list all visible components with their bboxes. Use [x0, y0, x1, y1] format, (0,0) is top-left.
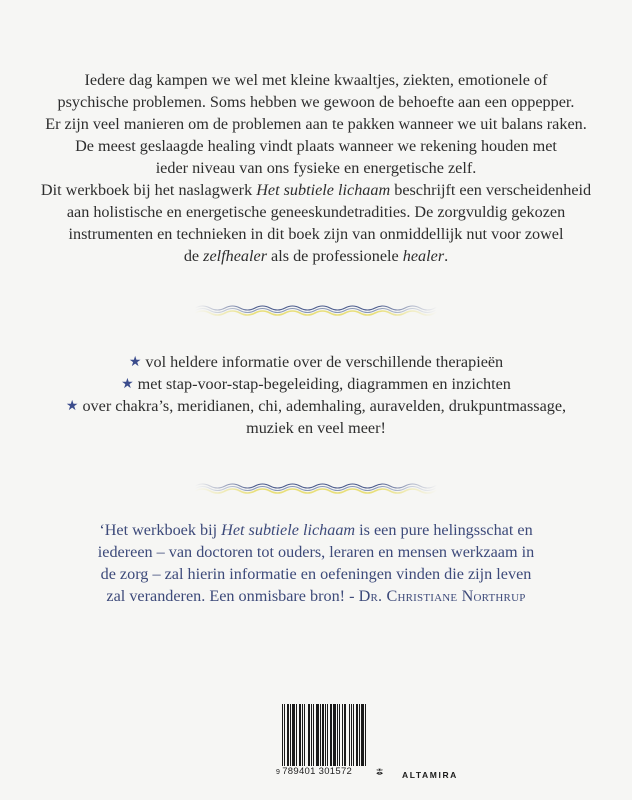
isbn-digits: 789401 301572	[282, 766, 353, 777]
feature-text: over chakra’s, meridianen, chi, ademhaling, auravelden, drukpuntmassage,	[82, 397, 567, 415]
book-title-italic: Het subtiele lichaam	[221, 521, 356, 539]
text-run: .	[444, 247, 449, 265]
text-run: Dit werkboek bij het naslagwerk	[40, 181, 257, 199]
text-run: zal veranderen. Een onmisbare bron! -	[106, 587, 359, 605]
feature-text: vol heldere informatie over de verschillende therapieën	[145, 353, 504, 371]
intro-line: De meest geslaagde healing vindt plaats wanneer we rekening houden met	[75, 137, 557, 155]
barcode-bars	[282, 704, 366, 766]
feature-item	[0, 395, 632, 417]
intro-line: Er zijn veel manieren om de problemen aan te pakken wanneer we uit balans raken.	[45, 115, 587, 133]
feature-text: met stap-voor-stap-begeleiding, diagrammen en inzichten	[137, 375, 511, 393]
intro-line: Iedere dag kampen we wel met kleine kwaaltjes, ziekten, emotionele of	[84, 71, 548, 89]
feature-item	[0, 351, 632, 373]
feature-list	[0, 351, 632, 439]
publisher-name: ALTAMIRA	[402, 770, 458, 780]
star-icon: ★	[121, 377, 134, 392]
intro-line: psychische problemen. Soms hebben we gewoon de behoefte aan een oppepper.	[57, 93, 575, 111]
eye-logo-icon	[376, 756, 400, 788]
quote-line: de zorg – zal hierin informatie en oefeningen vinden die zijn leven	[100, 565, 532, 583]
star-icon: ★	[65, 399, 79, 414]
intro-line: aan holistische en energetische geneeskundetradities. De zorgvuldig gekozen	[66, 203, 566, 221]
italic-term: zelfhealer	[203, 247, 267, 265]
wave-divider-icon	[195, 478, 437, 496]
intro-line: ieder niveau van ons fysieke en energetische zelf.	[155, 159, 477, 177]
text-run: als de professionele	[267, 247, 403, 265]
intro-line: instrumenten en technieken in dit boek zijn van onmiddellijk nut voor zowel	[68, 225, 564, 243]
quote-line	[0, 519, 632, 541]
quote-author: Dr. Christiane Northrup	[358, 587, 526, 605]
feature-item-continuation: muziek en veel meer!	[246, 419, 386, 437]
text-run: beschrijft een verscheidenheid	[390, 181, 592, 199]
isbn-barcode	[276, 704, 370, 778]
endorsement-quote	[0, 519, 632, 607]
italic-term: healer	[402, 247, 445, 265]
wave-divider-icon	[195, 300, 437, 318]
text-run: is een pure helingsschat en	[355, 521, 533, 539]
text-run: ‘Het werkboek bij	[99, 521, 222, 539]
feature-item	[0, 373, 632, 395]
intro-paragraph	[0, 69, 632, 267]
quote-line: iedereen – van doctoren tot ouders, leraren en mensen werkzaam in	[97, 543, 535, 561]
isbn-first-digit: 9	[276, 769, 281, 776]
star-icon: ★	[128, 355, 142, 370]
intro-line	[0, 245, 632, 267]
text-run: de	[183, 247, 204, 265]
book-title-italic: Het subtiele lichaam	[256, 181, 391, 199]
isbn-number	[276, 766, 370, 777]
intro-line	[0, 179, 632, 201]
quote-line	[0, 585, 632, 607]
